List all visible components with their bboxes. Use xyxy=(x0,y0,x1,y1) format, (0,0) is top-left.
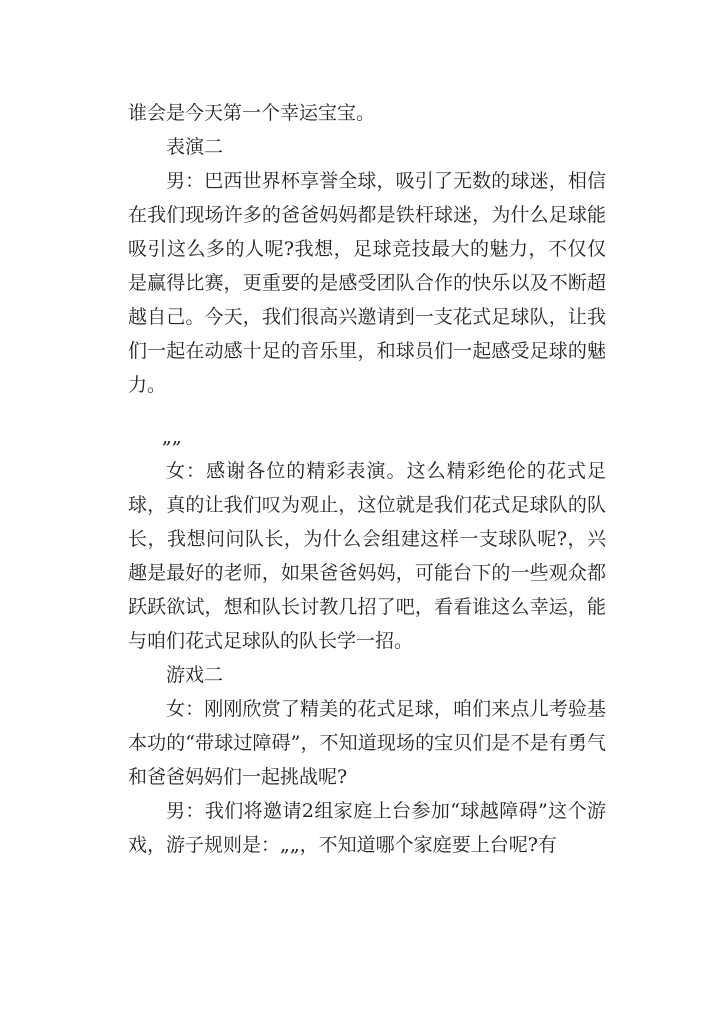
paragraph-gap xyxy=(128,402,606,420)
section-heading-game-2: 游戏二 xyxy=(166,664,224,686)
paragraph-male-host-rules: 男：我们将邀请2组家庭上台参加“球越障碍”这个游戏，游子规则是：„„，不知道哪个家庭要上台呢?有 xyxy=(128,800,606,856)
paragraph-female-host-game: 女：刚刚欣赏了精美的花式足球，咱们来点儿考验基本功的“带球过障碍”，不知道现场的宝贝们是不是有勇气和爸爸妈妈们一起挑战呢? xyxy=(128,698,606,788)
document-body xyxy=(128,96,606,862)
paragraph-continuation: 谁会是今天第一个幸运宝宝。 xyxy=(128,102,376,124)
section-heading-performance-2: 表演二 xyxy=(166,136,224,158)
paragraph-female-host-thanks: 女：感谢各位的精彩表演。这么精彩绝伦的花式足球，真的让我们叹为观止，这位就是我们花式足球队的队长，我想问问队长，为什么会组建这样一支球队呢?，兴趣是最好的老师，如果爸爸妈妈，可能台下的一些观众都跃跃欲试，想和队长讨教几招了吧，看看谁这么幸运，能与咱们花式足球队的队长学一招。 xyxy=(128,460,606,652)
ellipsis-mark: „„ xyxy=(162,426,182,448)
paragraph-male-host-intro: 男：巴西世界杯享誉全球，吸引了无数的球迷，相信在我们现场许多的爸爸妈妈都是铁杆球迷，为什么足球能吸引这么多的人呢?我想，足球竞技最大的魅力，不仅仅是赢得比赛，更重要的是感受团队合作的快乐以及不断超越自己。今天，我们很高兴邀请到一支花式足球队，让我们一起在动感十足的音乐里，和球员们一起感受足球的魅力。 xyxy=(128,170,606,396)
